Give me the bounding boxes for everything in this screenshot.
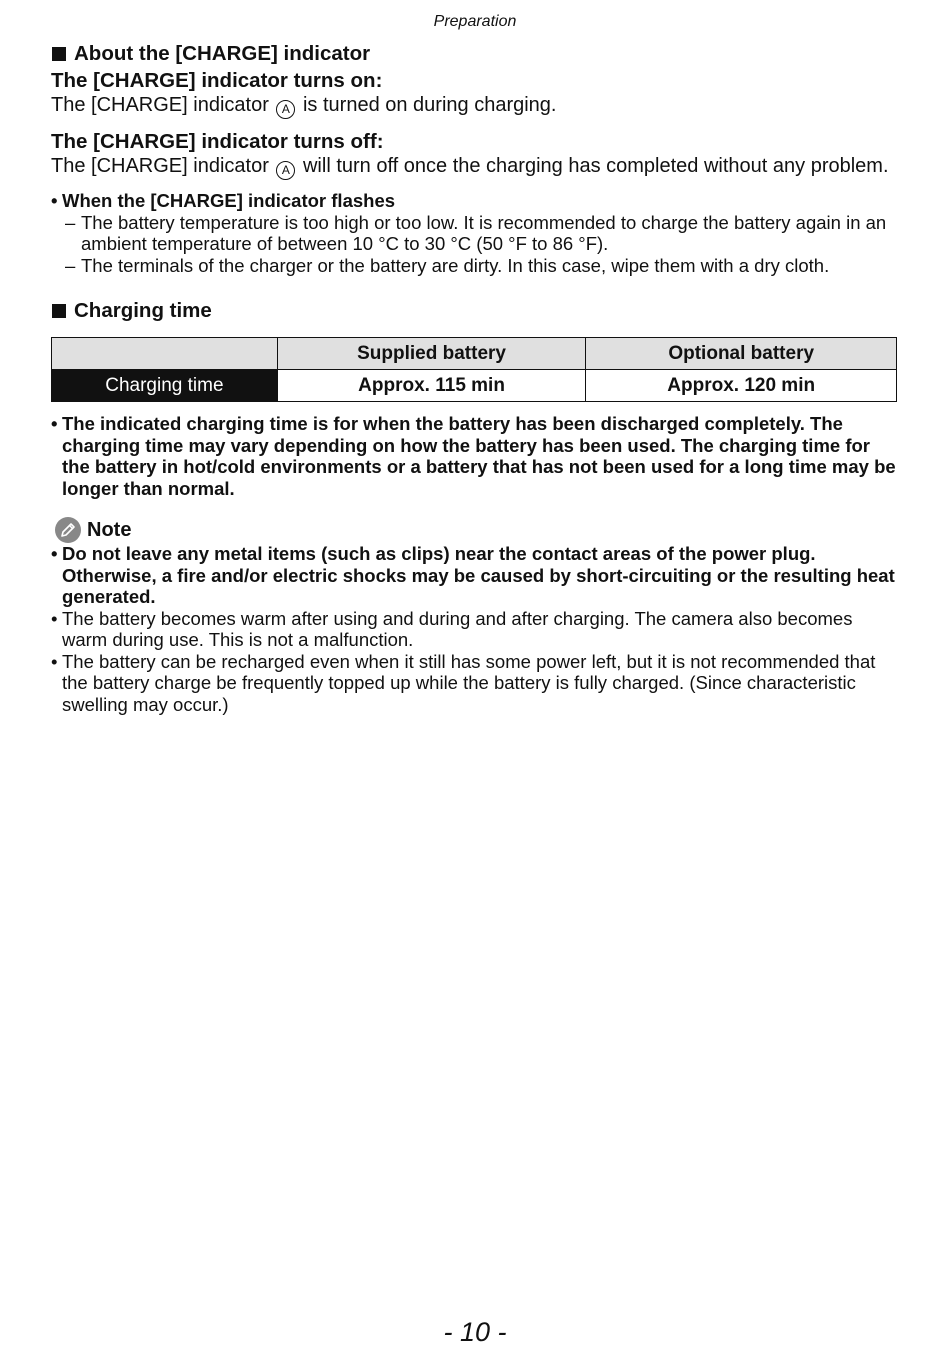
flash-bullet: • When the [CHARGE] indicator flashes (51, 190, 897, 212)
table-cell: Approx. 120 min (586, 370, 897, 402)
section-title-charging-time (51, 297, 897, 325)
note-item: • The battery can be recharged even when it still has some power left, but it is not recommended that the battery charge be frequently topped up while the battery is fully charged. (Since characteristic swelling may occur.) (51, 651, 897, 716)
indicator-on-title: The [CHARGE] indicator turns on: (51, 69, 383, 92)
flash-dash-item: – The battery temperature is too high or too low. It is recommended to charge the battery again in an ambient temperature of between 10 °C to 30 °C (50 °F to 86 °F). (51, 212, 897, 255)
note-item: • Do not leave any metal items (such as clips) near the contact areas of the power plug. Otherwise, a fire and/or electric shocks may be caused by short-circuiting or the resulting heat generated. (51, 543, 897, 608)
indicator-off-text-b: will turn off once the charging has completed without any problem. (302, 155, 889, 177)
square-bullet-icon (52, 47, 66, 61)
note-item-text: Do not leave any metal items (such as clips) near the contact areas of the power plug. Otherwise, a fire and/or electric shocks may be caused by short-circuiting or the resulting heat generated. (62, 543, 895, 607)
page-header: Preparation (433, 13, 517, 30)
note-heading (51, 517, 897, 543)
table-header-row (52, 338, 897, 370)
indicator-off-text (51, 154, 897, 180)
circled-a-marker: A (276, 161, 295, 180)
flash-dash-text: The terminals of the charger or the battery are dirty. In this case, wipe them with a dry cloth. (81, 254, 830, 276)
pencil-icon (55, 517, 81, 543)
indicator-off-title: The [CHARGE] indicator turns off: (51, 130, 384, 153)
circled-a-marker: A (276, 100, 295, 119)
indicator-on-text-a: The [CHARGE] indicator (51, 94, 269, 116)
flash-dash-text: The battery temperature is too high or too low. It is recommended to charge the battery again in an ambient temperature of between 10 °C to 30 °C (50 °F to 86 °F). (81, 211, 887, 254)
table-col-header: Supplied battery (277, 338, 586, 370)
square-bullet-icon (52, 304, 66, 318)
charging-bullet: • The indicated charging time is for when the battery has been discharged completely. The charging time may vary depending on how the battery has been used. The charging time for the battery in hot/cold environments or a battery that has not been used for a long time may be longer than normal. (51, 413, 896, 499)
flash-bullet-text: When the [CHARGE] indicator flashes (62, 190, 396, 211)
table-row-header: Charging time (52, 370, 278, 402)
table-col-header: Optional battery (586, 338, 897, 370)
page-number: - 10 - (443, 1317, 507, 1347)
section-title-text: About the [CHARGE] indicator (74, 42, 371, 65)
note-item-text: The battery becomes warm after using and during and after charging. The camera also becomes warm during use. This is not a malfunction. (62, 607, 853, 650)
indicator-on-text-b: is turned on during charging. (302, 94, 557, 116)
table-corner-cell (52, 338, 278, 370)
flash-dash-item: – The terminals of the charger or the battery are dirty. In this case, wipe them with a dry cloth. (51, 255, 897, 277)
indicator-off-text-a: The [CHARGE] indicator (51, 155, 269, 177)
section-title-charge-indicator (51, 40, 897, 68)
page-content (51, 40, 897, 715)
table-row (52, 370, 897, 402)
indicator-on-text (51, 93, 897, 119)
section-title-text: Charging time (74, 299, 212, 322)
note-item-text: The battery can be recharged even when it still has some power left, but it is not recommended that the battery charge be frequently topped up while the battery is fully charged. (Since characteristic swelling may occur.) (62, 650, 876, 715)
note-title: Note (87, 518, 132, 541)
charging-time-table (51, 337, 897, 402)
note-item: • The battery becomes warm after using and during and after charging. The camera also becomes warm during use. This is not a malfunction. (51, 608, 897, 651)
table-cell: Approx. 115 min (277, 370, 586, 402)
charging-bullet-text: The indicated charging time is for when the battery has been discharged completely. The charging time may vary depending on how the battery has been used. The charging time for the battery in hot/cold environments or a battery that has not been used for a long time may be longer than normal. (62, 413, 896, 499)
